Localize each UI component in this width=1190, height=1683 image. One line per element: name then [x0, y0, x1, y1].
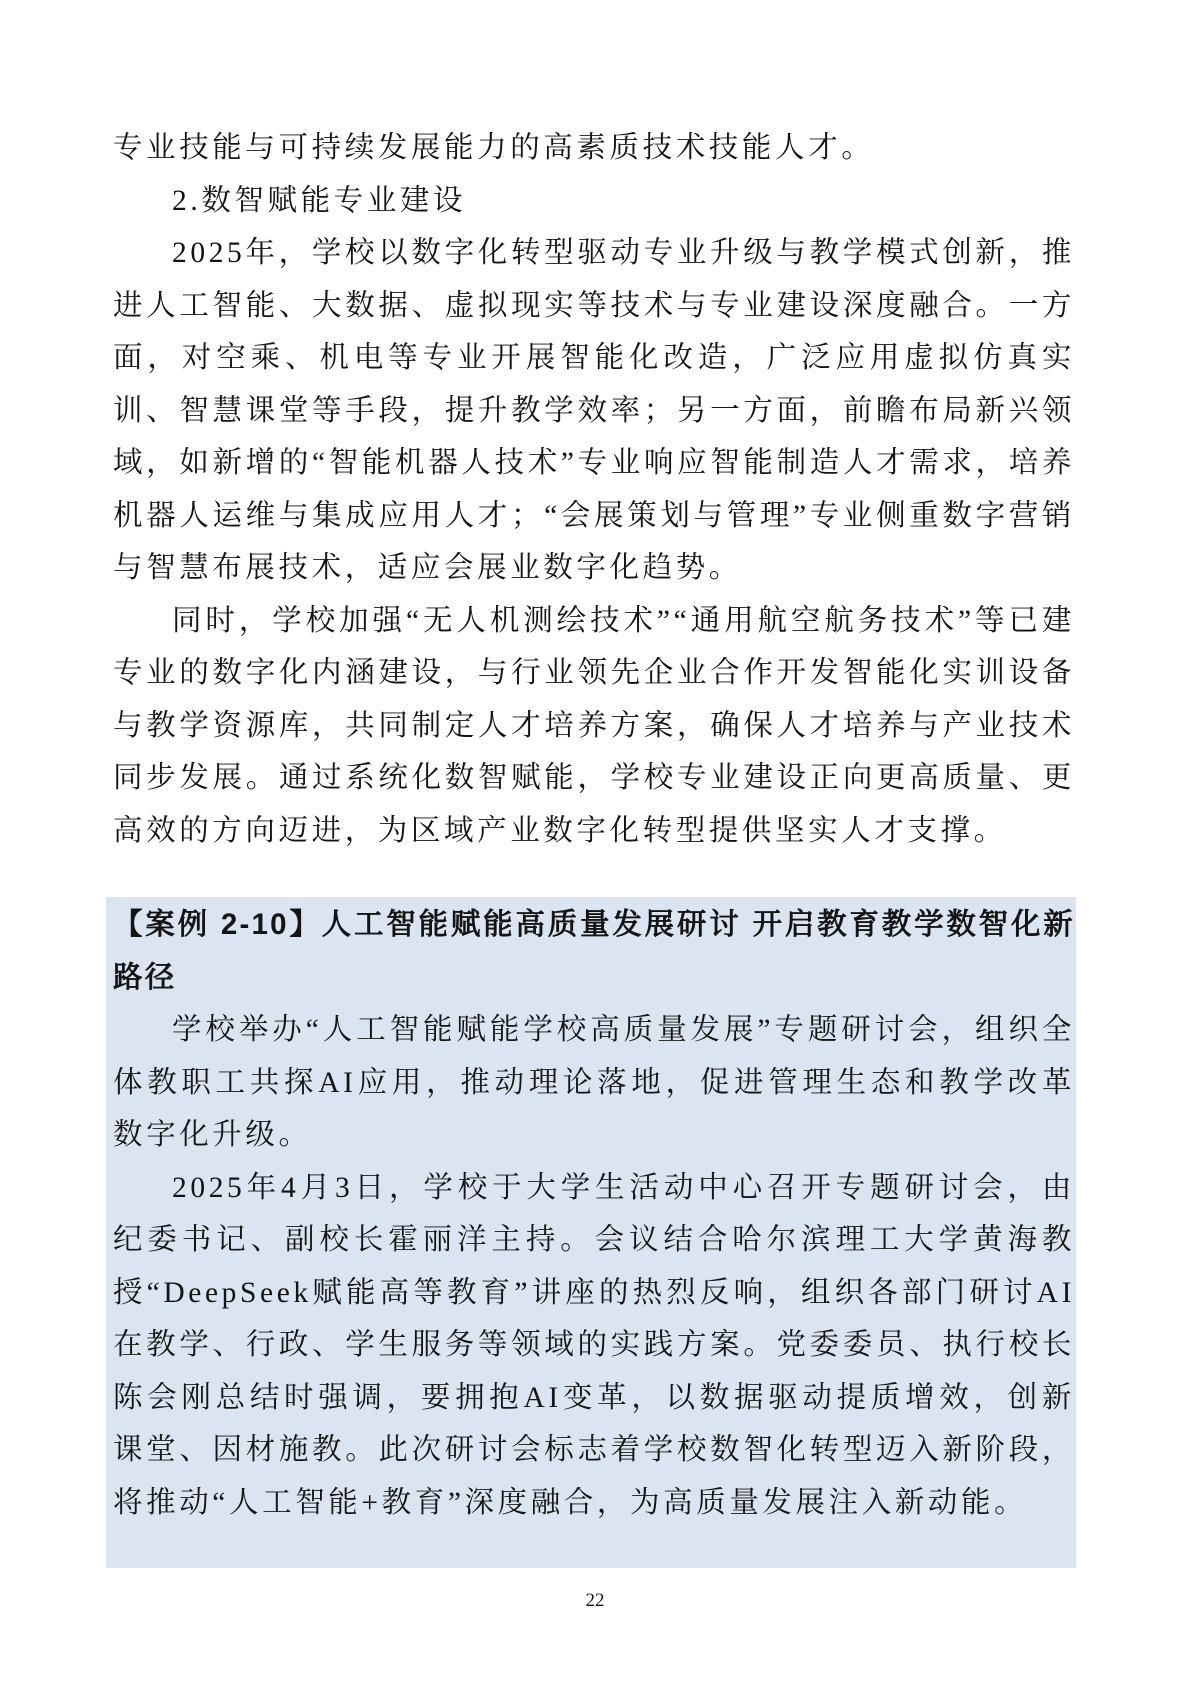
paragraph: 2025年，学校以数字化转型驱动专业升级与教学模式创新，推进人工智能、大数据、虚拟现实等技术与专业建设深度融合。一方面，对空乘、机电等专业开展智能化改造，广泛应用虚拟仿真实训、智慧课堂等手段，提升教学效率；另一方面，前瞻布局新兴领域，如新增的“智能机器人技术”专业响应智能制造人才需求，培养机器人运维与集成应用人才；“会展策划与管理”专业侧重数字营销与智慧布展技术，适应会展业数字化趋势。: [113, 237, 1075, 584]
paragraph-continuation: 专业技能与可持续发展能力的高素质技术技能人才。: [113, 132, 875, 164]
paragraph: 同时，学校加强“无人机测绘技术”“通用航空航务技术”等已建专业的数字化内涵建设，与行业领先企业合作开发智能化实训设备与教学资源库，共同制定人才培养方案，确保人才培养与产业技术同步发展。通过系统化数智赋能，学校专业建设正向更高质量、更高效的方向迈进，为区域产业数字化转型提供坚实人才支撑。: [113, 604, 1075, 847]
case-paragraph: 2025年4月3日，学校于大学生活动中心召开专题研讨会，由纪委书记、副校长霍丽洋主持。会议结合哈尔滨理工大学黄海教授“DeepSeek赋能高等教育”讲座的热烈反响，组织各部门研讨AI在教学、行政、学生服务等领域的实践方案。党委委员、执行校长陈会刚总结时强调，要拥抱AI变革，以数据驱动提质增效，创新课堂、因材施教。此次研讨会标志着学校数智化转型迈入新阶段，将推动“人工智能+教育”深度融合，为高质量发展注入新动能。: [113, 1171, 1075, 1519]
page-number: 22: [585, 1590, 605, 1611]
section-heading: 2.数智赋能专业建设: [172, 184, 467, 217]
body-text: [113, 122, 1075, 857]
case-title: 【案例 2-10】人工智能赋能高质量发展研讨 开启教育教学数智化新路径: [113, 908, 1075, 994]
case-paragraph: 学校举办“人工智能赋能学校高质量发展”专题研讨会，组织全体教职工共探AI应用，推动理论落地，促进管理生态和教学改革数字化升级。: [113, 1014, 1075, 1151]
case-study-box: [106, 897, 1076, 1568]
